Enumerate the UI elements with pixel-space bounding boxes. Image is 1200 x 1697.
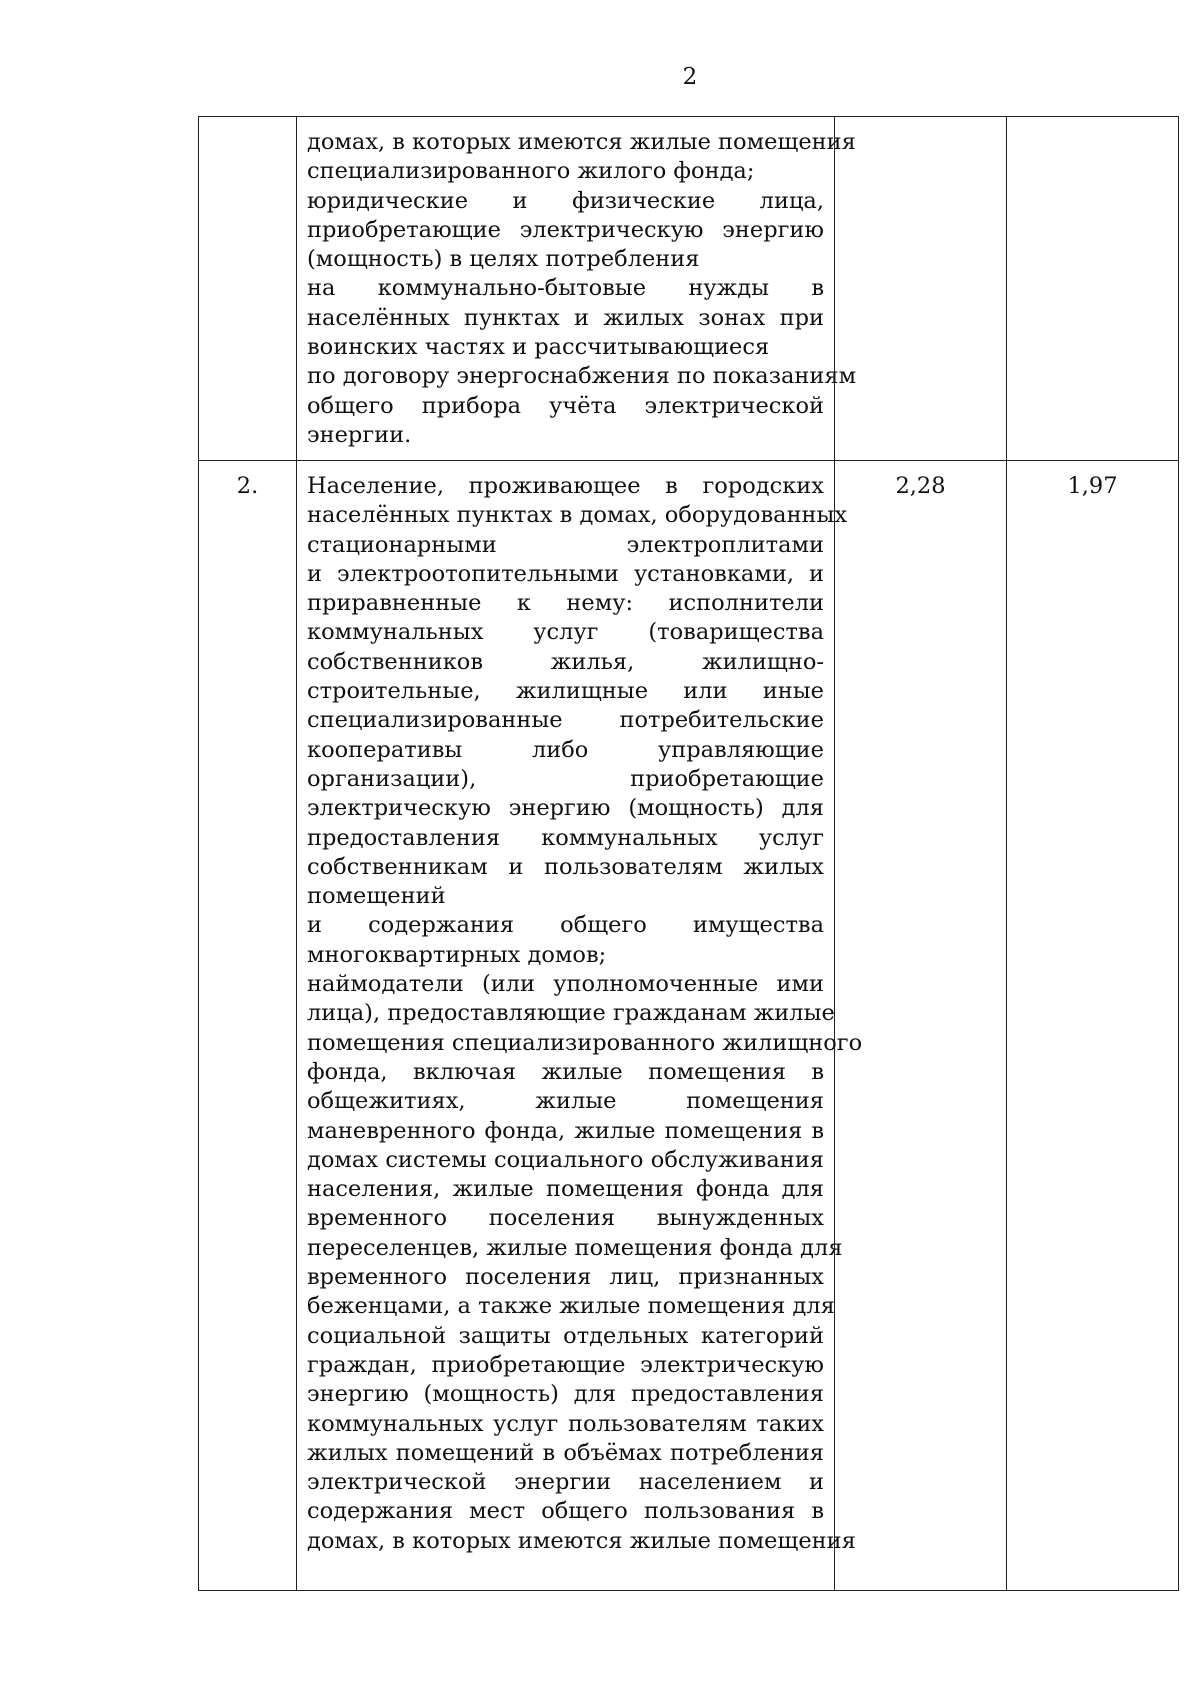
description-line: населённых пунктах и жилых зонах при bbox=[307, 304, 824, 331]
description-text bbox=[297, 117, 857, 458]
description-line: энергии. bbox=[307, 421, 412, 448]
description-line: помещений bbox=[307, 883, 446, 910]
description-line: предоставления коммунальных услуг bbox=[307, 824, 824, 851]
description-line: населения, жилые помещения фонда для bbox=[307, 1176, 824, 1203]
description-line: жилых помещений в объёмах потребления bbox=[307, 1439, 824, 1466]
description-line: помещения специализированного жилищного bbox=[307, 1029, 863, 1056]
description-line: юридические и физические лица, bbox=[307, 187, 824, 214]
description-line: электрической энергии населением и bbox=[307, 1469, 824, 1496]
description-line: переселенцев, жилые помещения фонда для bbox=[307, 1234, 843, 1261]
description-line: коммунальных услуг (товарищества bbox=[307, 619, 824, 646]
description-cell bbox=[297, 461, 863, 1591]
table-row bbox=[199, 461, 1179, 1591]
description-line: собственников жилья, жилищно- bbox=[307, 648, 824, 675]
row-number-cell bbox=[199, 117, 297, 461]
description-line: граждан, приобретающие электрическую bbox=[307, 1351, 824, 1378]
description-line: специализированного жилого фонда; bbox=[307, 158, 755, 185]
description-line: коммунальных услуг пользователям таких bbox=[307, 1410, 824, 1437]
description-line: и электроотопительными установками, и bbox=[307, 560, 824, 587]
value-2-cell bbox=[1007, 461, 1179, 1591]
description-line: временного поселения вынужденных bbox=[307, 1205, 824, 1232]
description-line: и содержания общего имущества bbox=[307, 912, 824, 939]
row-number bbox=[199, 117, 296, 128]
description-line: социальной защиты отдельных категорий bbox=[307, 1322, 824, 1349]
value-2: 1,97 bbox=[1067, 473, 1118, 499]
value-2 bbox=[1007, 117, 1178, 128]
row-number-cell bbox=[199, 461, 297, 1591]
value-1-cell bbox=[835, 117, 1007, 461]
description-text bbox=[297, 461, 863, 1564]
description-line: наймодатели (или уполномоченные ими bbox=[307, 971, 824, 998]
description-line: фонда, включая жилые помещения в bbox=[307, 1058, 824, 1085]
description-line: общежитиях, жилые помещения bbox=[307, 1088, 824, 1115]
description-line: содержания мест общего пользования в bbox=[307, 1498, 824, 1525]
description-line: приобретающие электрическую энергию bbox=[307, 216, 824, 243]
description-line: многоквартирных домов; bbox=[307, 941, 607, 968]
description-line: домах системы социального обслуживания bbox=[307, 1146, 824, 1173]
description-line: организации), приобретающие bbox=[307, 765, 824, 792]
tariff-table bbox=[198, 116, 1179, 1591]
description-line: домах, в которых имеются жилые помещения bbox=[307, 129, 856, 155]
description-line: Население, проживающее в городских bbox=[307, 473, 824, 499]
value-1-cell bbox=[835, 461, 1007, 1591]
row-number: 2. bbox=[236, 473, 259, 499]
description-line: (мощность) в целях потребления bbox=[307, 246, 700, 273]
description-line: специализированные потребительские bbox=[307, 707, 824, 734]
description-line: приравненные к нему: исполнители bbox=[307, 590, 824, 617]
description-line: строительные, жилищные или иные bbox=[307, 678, 824, 705]
description-cell bbox=[297, 117, 857, 461]
description-line: временного поселения лиц, признанных bbox=[307, 1264, 824, 1291]
value-1 bbox=[835, 117, 1006, 128]
table-row bbox=[199, 117, 1179, 461]
page-number: 2 bbox=[682, 64, 698, 90]
description-line: маневренного фонда, жилые помещения в bbox=[307, 1117, 824, 1144]
value-1: 2,28 bbox=[895, 473, 946, 499]
description-line: электрическую энергию (мощность) для bbox=[307, 795, 824, 822]
description-line: лица), предоставляющие гражданам жилые bbox=[307, 1000, 835, 1027]
description-line: кооперативы либо управляющие bbox=[307, 736, 824, 763]
description-line: энергию (мощность) для предоставления bbox=[307, 1381, 824, 1408]
description-line: домах, в которых имеются жилые помещения bbox=[307, 1527, 856, 1554]
description-line: стационарными электроплитами bbox=[307, 531, 824, 558]
description-line: беженцами, а также жилые помещения для bbox=[307, 1293, 835, 1320]
description-line: населённых пунктах в домах, оборудованных bbox=[307, 502, 848, 529]
description-line: на коммунально-бытовые нужды в bbox=[307, 275, 824, 302]
description-line: общего прибора учёта электрической bbox=[307, 392, 824, 419]
description-line: собственникам и пользователям жилых bbox=[307, 853, 824, 880]
description-line: воинских частях и рассчитывающиеся bbox=[307, 334, 770, 361]
description-line: по договору энергоснабжения по показаниям bbox=[307, 363, 857, 390]
value-2-cell bbox=[1007, 117, 1179, 461]
